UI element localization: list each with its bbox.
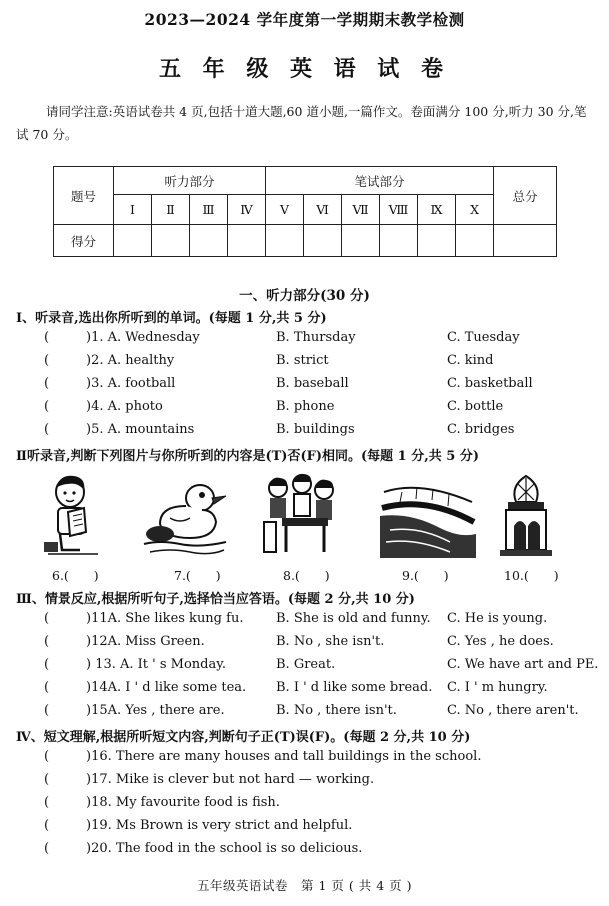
option-c: C. basketball: [447, 376, 533, 391]
question-row: [0, 818, 609, 840]
answer-paren[interactable]: (: [44, 749, 50, 764]
option-a: )12A. Miss Green.: [86, 634, 205, 649]
option-b: B. buildings: [276, 422, 355, 437]
question-row: [0, 376, 609, 398]
option-c: C. bridges: [447, 422, 515, 437]
score-cell[interactable]: [304, 225, 342, 257]
score-cell[interactable]: [456, 225, 494, 257]
picture-temple-building: [496, 472, 556, 558]
option-c: C. We have art and PE.: [447, 657, 599, 672]
picture-bridge-over-river: [380, 472, 476, 558]
option-b: B. No , there isn't.: [276, 703, 397, 718]
numeral-10: Ⅹ: [456, 195, 494, 225]
option-b: B. Great.: [276, 657, 336, 672]
option-b: B. baseball: [276, 376, 349, 391]
numeral-2: Ⅱ: [152, 195, 190, 225]
score-cell[interactable]: [418, 225, 456, 257]
statement-text: )18. My favourite food is fish.: [86, 795, 280, 810]
numeral-7: Ⅶ: [342, 195, 380, 225]
label-writing: 笔试部分: [266, 167, 494, 195]
score-cell[interactable]: [152, 225, 190, 257]
option-c: C. I ' m hungry.: [447, 680, 548, 695]
statement-text: )20. The food in the school is so delicious.: [86, 841, 363, 856]
option-c: C. Yes , he does.: [447, 634, 554, 649]
picture-answer-10[interactable]: 10.( ): [504, 568, 559, 583]
question-row: [0, 330, 609, 352]
picture-students-at-desks: [262, 472, 342, 558]
answer-paren[interactable]: (: [44, 611, 50, 626]
part4-heading: Ⅳ、短文理解,根据所听短文内容,判断句子正(T)误(F)。(每题 2 分,共 10 分): [16, 730, 471, 745]
label-total: 总分: [494, 167, 557, 225]
option-b: B. phone: [276, 399, 335, 414]
score-cell[interactable]: [190, 225, 228, 257]
option-a: )5. A. mountains: [86, 422, 195, 437]
answer-paren[interactable]: (: [44, 353, 50, 368]
label-number: 题号: [54, 167, 114, 225]
numeral-5: Ⅴ: [266, 195, 304, 225]
question-row: [0, 841, 609, 863]
answer-paren[interactable]: (: [44, 772, 50, 787]
option-c: C. No , there aren't.: [447, 703, 579, 718]
question-row: [0, 422, 609, 444]
option-c: C. kind: [447, 353, 494, 368]
picture-answer-6[interactable]: 6.( ): [52, 568, 99, 583]
answer-paren[interactable]: (: [44, 422, 50, 437]
question-row: [0, 772, 609, 794]
option-a: )1. A. Wednesday: [86, 330, 200, 345]
question-row: [0, 680, 609, 702]
option-a: )14A. I ' d like some tea.: [86, 680, 247, 695]
notice-text: 请同学注意:英语试卷共 4 页,包括十道大题,60 道小题,一篇作文。卷面满分 100 分,听力 30 分,笔试 70 分。: [16, 104, 587, 142]
total-score-cell[interactable]: [494, 225, 557, 257]
section-title-listening: 一、听力部分(30 分): [239, 288, 370, 304]
answer-paren[interactable]: (: [44, 680, 50, 695]
question-row: [0, 353, 609, 375]
question-row: [0, 795, 609, 817]
option-c: C. bottle: [447, 399, 504, 414]
score-table: [53, 166, 557, 257]
question-row: [0, 399, 609, 421]
label-listening: 听力部分: [114, 167, 266, 195]
answer-paren[interactable]: (: [44, 634, 50, 649]
numeral-9: Ⅸ: [418, 195, 456, 225]
statement-text: )16. There are many houses and tall buildings in the school.: [86, 749, 482, 764]
numeral-1: Ⅰ: [114, 195, 152, 225]
option-c: C. He is young.: [447, 611, 548, 626]
option-b: B. She is old and funny.: [276, 611, 431, 626]
answer-paren[interactable]: (: [44, 399, 50, 414]
statement-text: )19. Ms Brown is very strict and helpful.: [86, 818, 353, 833]
option-c: C. Tuesday: [447, 330, 520, 345]
numeral-3: Ⅲ: [190, 195, 228, 225]
answer-paren[interactable]: (: [44, 818, 50, 833]
question-row: [0, 749, 609, 771]
picture-answer-7[interactable]: 7.( ): [174, 568, 221, 583]
part1-heading: Ⅰ、听录音,选出你所听到的单词。(每题 1 分,共 5 分): [16, 311, 327, 326]
option-b: B. strict: [276, 353, 329, 368]
question-row: [0, 657, 609, 679]
answer-paren[interactable]: (: [44, 330, 50, 345]
part2-heading: Ⅱ听录音,判断下列图片与你所听到的内容是(T)否(F)相同。(每题 1 分,共 5 分): [16, 449, 480, 464]
picture-answer-9[interactable]: 9.( ): [402, 568, 449, 583]
option-a: )11A. She likes kung fu.: [86, 611, 244, 626]
statement-text: )17. Mike is clever but not hard — working.: [86, 772, 375, 787]
option-a: ) 13. A. It ' s Monday.: [86, 657, 226, 672]
score-cell[interactable]: [228, 225, 266, 257]
answer-paren[interactable]: (: [44, 376, 50, 391]
answer-paren[interactable]: (: [44, 795, 50, 810]
question-row: [0, 703, 609, 725]
option-a: )2. A. healthy: [86, 353, 175, 368]
part3-heading: Ⅲ、情景反应,根据所听句子,选择恰当应答语。(每题 2 分,共 10 分): [16, 592, 415, 607]
picture-duck-on-water: [140, 472, 230, 558]
page-footer: 五年级英语试卷 第 1 页 ( 共 4 页 ): [197, 878, 412, 893]
label-score: 得分: [54, 225, 114, 257]
score-cell[interactable]: [114, 225, 152, 257]
question-row: [0, 634, 609, 656]
page-title: 五 年 级 英 语 试 卷: [159, 56, 450, 82]
answer-paren[interactable]: (: [44, 703, 50, 718]
answer-paren[interactable]: (: [44, 657, 50, 672]
score-cell[interactable]: [266, 225, 304, 257]
score-cell[interactable]: [380, 225, 418, 257]
exam-notice: [16, 100, 596, 146]
numeral-6: Ⅵ: [304, 195, 342, 225]
option-b: B. No , she isn't.: [276, 634, 385, 649]
option-a: )3. A. football: [86, 376, 176, 391]
option-a: )15A. Yes , there are.: [86, 703, 225, 718]
question-row: [0, 611, 609, 633]
exam-header: 2023—2024 学年度第一学期期末教学检测: [144, 10, 465, 29]
answer-paren[interactable]: (: [44, 841, 50, 856]
option-b: B. Thursday: [276, 330, 356, 345]
numeral-8: Ⅷ: [380, 195, 418, 225]
picture-answer-8[interactable]: 8.( ): [283, 568, 330, 583]
picture-boy-reading: [40, 472, 110, 558]
option-a: )4. A. photo: [86, 399, 163, 414]
option-b: B. I ' d like some bread.: [276, 680, 433, 695]
numeral-4: Ⅳ: [228, 195, 266, 225]
score-cell[interactable]: [342, 225, 380, 257]
